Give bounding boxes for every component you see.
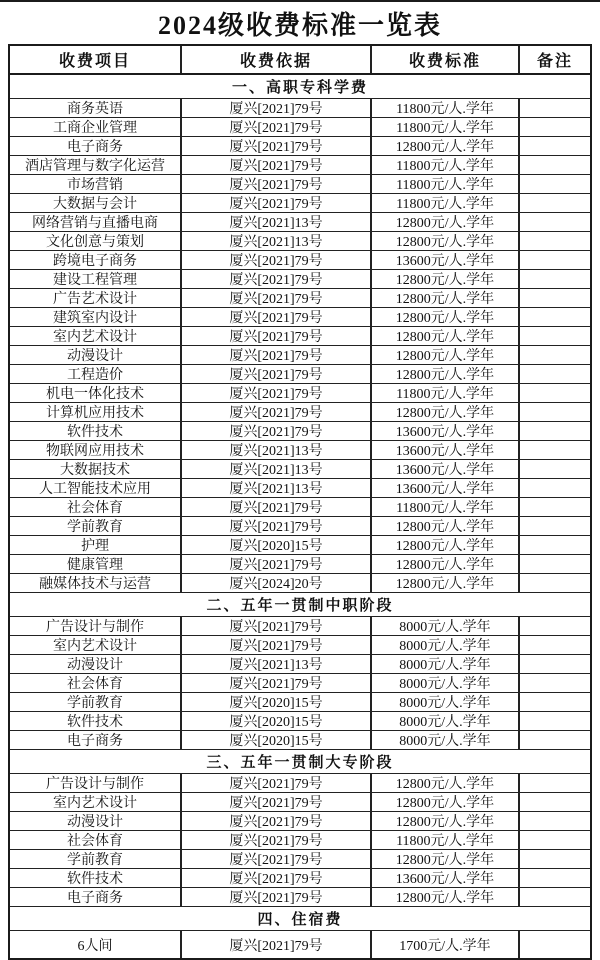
- table-row: [10, 213, 590, 232]
- fee-standard-cell: 12800元/人.学年: [372, 574, 520, 592]
- remark-cell: [520, 555, 590, 573]
- fee-basis-cell: 厦兴[2021]79号: [182, 118, 372, 136]
- fee-basis-cell: 厦兴[2021]79号: [182, 289, 372, 307]
- table-row: [10, 498, 590, 517]
- fee-item-cell: 工程造价: [10, 365, 182, 383]
- fee-item-cell: 网络营销与直播电商: [10, 213, 182, 231]
- fee-item-cell: 电子商务: [10, 731, 182, 749]
- table-row: [10, 384, 590, 403]
- remark-cell: [520, 831, 590, 849]
- fee-basis-cell: 厦兴[2021]13号: [182, 232, 372, 250]
- remark-cell: [520, 232, 590, 250]
- fee-basis-cell: 厦兴[2021]79号: [182, 99, 372, 117]
- fee-basis-cell: 厦兴[2021]79号: [182, 812, 372, 830]
- fee-item-cell: 广告艺术设计: [10, 289, 182, 307]
- remark-cell: [520, 460, 590, 478]
- remark-cell: [520, 327, 590, 345]
- fee-item-cell: 酒店管理与数字化运营: [10, 156, 182, 174]
- fee-item-cell: 跨境电子商务: [10, 251, 182, 269]
- fee-standard-cell: 11800元/人.学年: [372, 384, 520, 402]
- table-row: [10, 850, 590, 869]
- remark-cell: [520, 617, 590, 635]
- table-row: [10, 931, 590, 958]
- fee-basis-cell: 厦兴[2021]79号: [182, 422, 372, 440]
- fee-standard-cell: 8000元/人.学年: [372, 617, 520, 635]
- fee-item-cell: 物联网应用技术: [10, 441, 182, 459]
- remark-cell: [520, 693, 590, 711]
- table-row: [10, 636, 590, 655]
- fee-standard-cell: 11800元/人.学年: [372, 194, 520, 212]
- fee-standard-cell: 12800元/人.学年: [372, 793, 520, 811]
- table-row: [10, 403, 590, 422]
- fee-standard-cell: 8000元/人.学年: [372, 731, 520, 749]
- fee-item-cell: 室内艺术设计: [10, 793, 182, 811]
- fee-standard-cell: 12800元/人.学年: [372, 346, 520, 364]
- table-row: [10, 655, 590, 674]
- remark-cell: [520, 674, 590, 692]
- fee-item-cell: 建设工程管理: [10, 270, 182, 288]
- fee-item-cell: 健康管理: [10, 555, 182, 573]
- fee-standard-cell: 12800元/人.学年: [372, 213, 520, 231]
- fee-standard-cell: 12800元/人.学年: [372, 403, 520, 421]
- section-heading: 一、高职专科学费: [10, 75, 590, 99]
- fee-item-cell: 室内艺术设计: [10, 636, 182, 654]
- table-row: [10, 137, 590, 156]
- remark-cell: [520, 156, 590, 174]
- fee-item-cell: 护理: [10, 536, 182, 554]
- table-header-row: [10, 46, 590, 75]
- table-row: [10, 812, 590, 831]
- fee-basis-cell: 厦兴[2021]79号: [182, 774, 372, 792]
- page-title: 2024级收费标准一览表: [157, 10, 442, 40]
- remark-cell: [520, 888, 590, 906]
- fee-basis-cell: 厦兴[2021]13号: [182, 479, 372, 497]
- fee-basis-cell: 厦兴[2021]79号: [182, 175, 372, 193]
- table-row: [10, 617, 590, 636]
- fee-item-cell: 室内艺术设计: [10, 327, 182, 345]
- table-row: [10, 175, 590, 194]
- fee-item-cell: 软件技术: [10, 712, 182, 730]
- table-row: [10, 270, 590, 289]
- fee-basis-cell: 厦兴[2021]79号: [182, 403, 372, 421]
- fee-item-cell: 大数据技术: [10, 460, 182, 478]
- table-row: [10, 517, 590, 536]
- fee-standard-cell: 8000元/人.学年: [372, 636, 520, 654]
- fee-item-cell: 融媒体技术与运营: [10, 574, 182, 592]
- fee-basis-cell: 厦兴[2021]79号: [182, 270, 372, 288]
- fee-schedule-table: [8, 2, 592, 960]
- fee-standard-cell: 12800元/人.学年: [372, 812, 520, 830]
- table-row: [10, 365, 590, 384]
- column-header-fee-standard: 收费标准: [372, 46, 520, 73]
- fee-basis-cell: 厦兴[2021]79号: [182, 327, 372, 345]
- table-row: [10, 574, 590, 593]
- remark-cell: [520, 194, 590, 212]
- fee-standard-cell: 12800元/人.学年: [372, 517, 520, 535]
- fee-basis-cell: 厦兴[2021]79号: [182, 137, 372, 155]
- remark-cell: [520, 536, 590, 554]
- fee-basis-cell: 厦兴[2021]79号: [182, 517, 372, 535]
- fee-item-cell: 文化创意与策划: [10, 232, 182, 250]
- table-row: [10, 693, 590, 712]
- remark-cell: [520, 99, 590, 117]
- column-header-fee-item: 收费项目: [10, 46, 182, 73]
- fee-item-cell: 电子商务: [10, 888, 182, 906]
- fee-basis-cell: 厦兴[2021]79号: [182, 251, 372, 269]
- fee-basis-cell: 厦兴[2021]79号: [182, 869, 372, 887]
- fee-standard-cell: 12800元/人.学年: [372, 774, 520, 792]
- fee-basis-cell: 厦兴[2021]79号: [182, 555, 372, 573]
- fee-item-cell: 学前教育: [10, 517, 182, 535]
- fee-standard-cell: 12800元/人.学年: [372, 232, 520, 250]
- fee-basis-cell: 厦兴[2021]79号: [182, 194, 372, 212]
- table-row: [10, 346, 590, 365]
- table-row: [10, 308, 590, 327]
- section-heading: 三、五年一贯制大专阶段: [10, 750, 590, 774]
- fee-basis-cell: 厦兴[2021]79号: [182, 793, 372, 811]
- fee-standard-cell: 11800元/人.学年: [372, 175, 520, 193]
- remark-cell: [520, 869, 590, 887]
- remark-cell: [520, 422, 590, 440]
- remark-cell: [520, 441, 590, 459]
- table-row: [10, 118, 590, 137]
- fee-standard-cell: 13600元/人.学年: [372, 422, 520, 440]
- fee-item-cell: 计算机应用技术: [10, 403, 182, 421]
- fee-standard-cell: 8000元/人.学年: [372, 674, 520, 692]
- column-header-remark: 备注: [536, 53, 573, 70]
- fee-basis-cell: 厦兴[2021]79号: [182, 674, 372, 692]
- fee-standard-cell: 12800元/人.学年: [372, 850, 520, 868]
- remark-cell: [520, 308, 590, 326]
- table-row: [10, 479, 590, 498]
- table-body: [10, 75, 590, 958]
- fee-standard-cell: 13600元/人.学年: [372, 251, 520, 269]
- fee-basis-cell: 厦兴[2024]20号: [182, 574, 372, 592]
- remark-cell: [520, 346, 590, 364]
- fee-standard-cell: 8000元/人.学年: [372, 693, 520, 711]
- remark-cell: [520, 655, 590, 673]
- fee-standard-cell: 11800元/人.学年: [372, 498, 520, 516]
- remark-cell: [520, 850, 590, 868]
- remark-cell: [520, 213, 590, 231]
- fee-basis-cell: 厦兴[2021]79号: [182, 346, 372, 364]
- fee-basis-cell: 厦兴[2021]79号: [182, 931, 372, 958]
- fee-standard-cell: 13600元/人.学年: [372, 441, 520, 459]
- fee-item-cell: 人工智能技术应用: [10, 479, 182, 497]
- table-row: [10, 441, 590, 460]
- remark-cell: [520, 137, 590, 155]
- fee-basis-cell: 厦兴[2021]79号: [182, 850, 372, 868]
- fee-standard-cell: 11800元/人.学年: [372, 156, 520, 174]
- fee-item-cell: 电子商务: [10, 137, 182, 155]
- fee-item-cell: 工商企业管理: [10, 118, 182, 136]
- remark-cell: [520, 289, 590, 307]
- fee-item-cell: 学前教育: [10, 693, 182, 711]
- fee-standard-cell: 13600元/人.学年: [372, 460, 520, 478]
- fee-item-cell: 商务英语: [10, 99, 182, 117]
- fee-item-cell: 广告设计与制作: [10, 774, 182, 792]
- fee-standard-cell: 12800元/人.学年: [372, 365, 520, 383]
- fee-item-cell: 大数据与会计: [10, 194, 182, 212]
- fee-item-cell: 社会体育: [10, 831, 182, 849]
- table-row: [10, 422, 590, 441]
- fee-basis-cell: 厦兴[2021]13号: [182, 213, 372, 231]
- table-row: [10, 888, 590, 907]
- fee-standard-cell: 12800元/人.学年: [372, 327, 520, 345]
- fee-standard-cell: 13600元/人.学年: [372, 479, 520, 497]
- remark-cell: [520, 403, 590, 421]
- remark-cell: [520, 365, 590, 383]
- section-heading: 四、住宿费: [10, 907, 590, 931]
- fee-item-cell: 学前教育: [10, 850, 182, 868]
- fee-basis-cell: 厦兴[2020]15号: [182, 693, 372, 711]
- table-row: [10, 327, 590, 346]
- table-row: [10, 536, 590, 555]
- fee-basis-cell: 厦兴[2021]79号: [182, 498, 372, 516]
- fee-basis-cell: 厦兴[2020]15号: [182, 536, 372, 554]
- fee-standard-cell: 1700元/人.学年: [372, 931, 520, 958]
- section-heading: 二、五年一贯制中职阶段: [10, 593, 590, 617]
- fee-standard-cell: 12800元/人.学年: [372, 137, 520, 155]
- column-header-fee-basis: 收费依据: [182, 46, 372, 73]
- fee-standard-cell: 8000元/人.学年: [372, 655, 520, 673]
- remark-cell: [520, 479, 590, 497]
- table-grid: [8, 44, 592, 960]
- table-row: [10, 156, 590, 175]
- table-row: [10, 731, 590, 750]
- fee-item-cell: 软件技术: [10, 422, 182, 440]
- fee-item-cell: 市场营销: [10, 175, 182, 193]
- fee-standard-cell: 12800元/人.学年: [372, 308, 520, 326]
- fee-basis-cell: 厦兴[2021]79号: [182, 617, 372, 635]
- fee-standard-cell: 12800元/人.学年: [372, 888, 520, 906]
- fee-basis-cell: 厦兴[2021]79号: [182, 636, 372, 654]
- fee-standard-cell: 11800元/人.学年: [372, 99, 520, 117]
- table-row: [10, 460, 590, 479]
- fee-basis-cell: 厦兴[2021]13号: [182, 460, 372, 478]
- fee-item-cell: 动漫设计: [10, 655, 182, 673]
- fee-standard-cell: 12800元/人.学年: [372, 536, 520, 554]
- fee-basis-cell: 厦兴[2021]79号: [182, 156, 372, 174]
- remark-cell: [520, 517, 590, 535]
- remark-cell: [520, 774, 590, 792]
- fee-basis-cell: 厦兴[2020]15号: [182, 712, 372, 730]
- fee-item-cell: 软件技术: [10, 869, 182, 887]
- table-row: [10, 99, 590, 118]
- fee-standard-cell: 11800元/人.学年: [372, 118, 520, 136]
- table-row: [10, 793, 590, 812]
- table-row: [10, 232, 590, 251]
- remark-cell: [520, 498, 590, 516]
- remark-cell: [520, 812, 590, 830]
- table-row: [10, 674, 590, 693]
- fee-item-cell: 6人间: [10, 931, 182, 958]
- fee-basis-cell: 厦兴[2021]79号: [182, 831, 372, 849]
- fee-basis-cell: 厦兴[2020]15号: [182, 731, 372, 749]
- fee-basis-cell: 厦兴[2021]13号: [182, 441, 372, 459]
- remark-cell: [520, 931, 590, 958]
- remark-cell: [520, 731, 590, 749]
- fee-basis-cell: 厦兴[2021]79号: [182, 888, 372, 906]
- table-row: [10, 251, 590, 270]
- table-row: [10, 194, 590, 213]
- fee-standard-cell: 12800元/人.学年: [372, 270, 520, 288]
- fee-basis-cell: 厦兴[2021]79号: [182, 365, 372, 383]
- table-row: [10, 712, 590, 731]
- remark-cell: [520, 270, 590, 288]
- fee-basis-cell: 厦兴[2021]79号: [182, 384, 372, 402]
- fee-basis-cell: 厦兴[2021]13号: [182, 655, 372, 673]
- fee-item-cell: 建筑室内设计: [10, 308, 182, 326]
- remark-cell: [520, 636, 590, 654]
- remark-cell: [520, 574, 590, 592]
- fee-standard-cell: 11800元/人.学年: [372, 831, 520, 849]
- remark-cell: [520, 712, 590, 730]
- fee-item-cell: 社会体育: [10, 674, 182, 692]
- remark-cell: [520, 384, 590, 402]
- fee-item-cell: 机电一体化技术: [10, 384, 182, 402]
- fee-item-cell: 广告设计与制作: [10, 617, 182, 635]
- table-row: [10, 869, 590, 888]
- remark-cell: [520, 175, 590, 193]
- fee-standard-cell: 13600元/人.学年: [372, 869, 520, 887]
- table-row: [10, 289, 590, 308]
- table-row: [10, 831, 590, 850]
- fee-item-cell: 动漫设计: [10, 812, 182, 830]
- remark-cell: [520, 251, 590, 269]
- fee-item-cell: 社会体育: [10, 498, 182, 516]
- fee-basis-cell: 厦兴[2021]79号: [182, 308, 372, 326]
- table-row: [10, 774, 590, 793]
- fee-standard-cell: 8000元/人.学年: [372, 712, 520, 730]
- fee-standard-cell: 12800元/人.学年: [372, 555, 520, 573]
- remark-cell: [520, 793, 590, 811]
- table-row: [10, 555, 590, 574]
- remark-cell: [520, 118, 590, 136]
- fee-item-cell: 动漫设计: [10, 346, 182, 364]
- fee-standard-cell: 12800元/人.学年: [372, 289, 520, 307]
